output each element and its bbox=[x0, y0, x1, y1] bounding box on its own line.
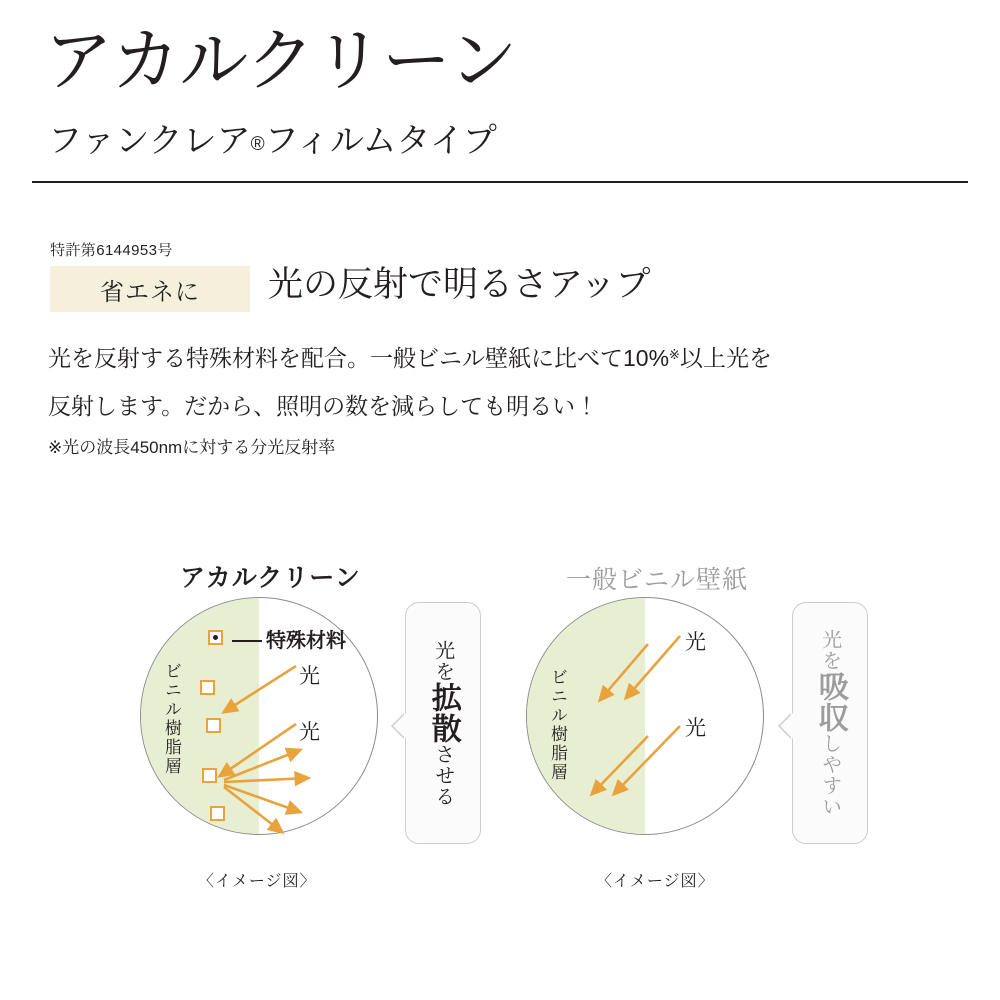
ribbon-right-post: しやすい bbox=[818, 733, 841, 817]
body-paragraph-1-text: 光を反射する特殊材料を配合。一般ビニル壁紙に比べて10% bbox=[48, 345, 670, 371]
diagram-right-light-label-2: 光 bbox=[685, 717, 706, 740]
special-material-marker-2 bbox=[200, 680, 215, 695]
ribbon-left-notch bbox=[393, 713, 406, 739]
diagram-left-layer-label: ビニル樹脂層 bbox=[162, 662, 181, 776]
ribbon-right-big: 吸収 bbox=[813, 671, 847, 733]
patent-number: 特許第6144953号 bbox=[50, 242, 173, 259]
diagram-left-light-label-1: 光 bbox=[299, 665, 320, 688]
ribbon-right-text bbox=[793, 603, 867, 843]
diagram-left-title: アカルクリーン bbox=[180, 564, 361, 592]
diagram-right-title: 一般ビニル壁紙 bbox=[566, 566, 749, 594]
header-divider bbox=[32, 181, 968, 183]
brand-subtitle-tail: フィルムタイプ bbox=[264, 122, 497, 160]
ribbon-left-post: させる bbox=[431, 743, 454, 807]
ribbon-left-text bbox=[406, 603, 480, 843]
body-copy bbox=[48, 341, 928, 460]
special-material-callout-label: 特殊材料 bbox=[266, 630, 346, 652]
body-paragraph-1-tail: 以上光を bbox=[679, 345, 772, 371]
brand-title: アカルクリーン bbox=[44, 22, 517, 99]
special-material-callout bbox=[232, 624, 346, 653]
section-headline: 光の反射で明るさアップ bbox=[268, 265, 651, 304]
registered-mark: ® bbox=[250, 134, 265, 155]
special-material-marker-5 bbox=[210, 806, 225, 821]
footnote-text: ※光の波長450nmに対する分光反射率 bbox=[48, 438, 336, 458]
diagram-right-light-label-1: 光 bbox=[685, 631, 706, 654]
ribbon-right-pre: 光を bbox=[818, 629, 841, 671]
diagram-right-caption: 〈イメージ図〉 bbox=[596, 873, 715, 890]
diagram-left-caption: 〈イメージ図〉 bbox=[198, 873, 317, 890]
special-material-marker-1 bbox=[208, 630, 223, 645]
comparison-diagram bbox=[0, 540, 1000, 940]
page-header bbox=[0, 0, 1000, 182]
eco-badge bbox=[50, 266, 250, 312]
diagram-left-light-label-2: 光 bbox=[299, 721, 320, 744]
eco-badge-label: 省エネに bbox=[100, 278, 200, 306]
ribbon-right-notch bbox=[780, 713, 793, 739]
diagram-right-layer-label: ビニル樹脂層 bbox=[548, 668, 567, 782]
callout-leader-line bbox=[232, 640, 262, 642]
ribbon-left-pre: 光を bbox=[431, 639, 454, 682]
resin-layer-right bbox=[527, 598, 645, 834]
ribbon-left-big: 拡散 bbox=[426, 681, 460, 744]
body-paragraph-1 bbox=[48, 341, 928, 377]
body-paragraph-2: 反射します。だから、照明の数を減らしても明るい！ bbox=[48, 392, 599, 419]
footnote-mark: ※ bbox=[669, 347, 680, 362]
brand-subtitle bbox=[48, 124, 497, 158]
brand-subtitle-main: ファンクレア bbox=[48, 122, 251, 160]
ribbon-left bbox=[405, 602, 481, 844]
ribbon-right bbox=[792, 602, 868, 844]
special-material-marker-3 bbox=[206, 718, 221, 733]
special-material-marker-4 bbox=[202, 768, 217, 783]
